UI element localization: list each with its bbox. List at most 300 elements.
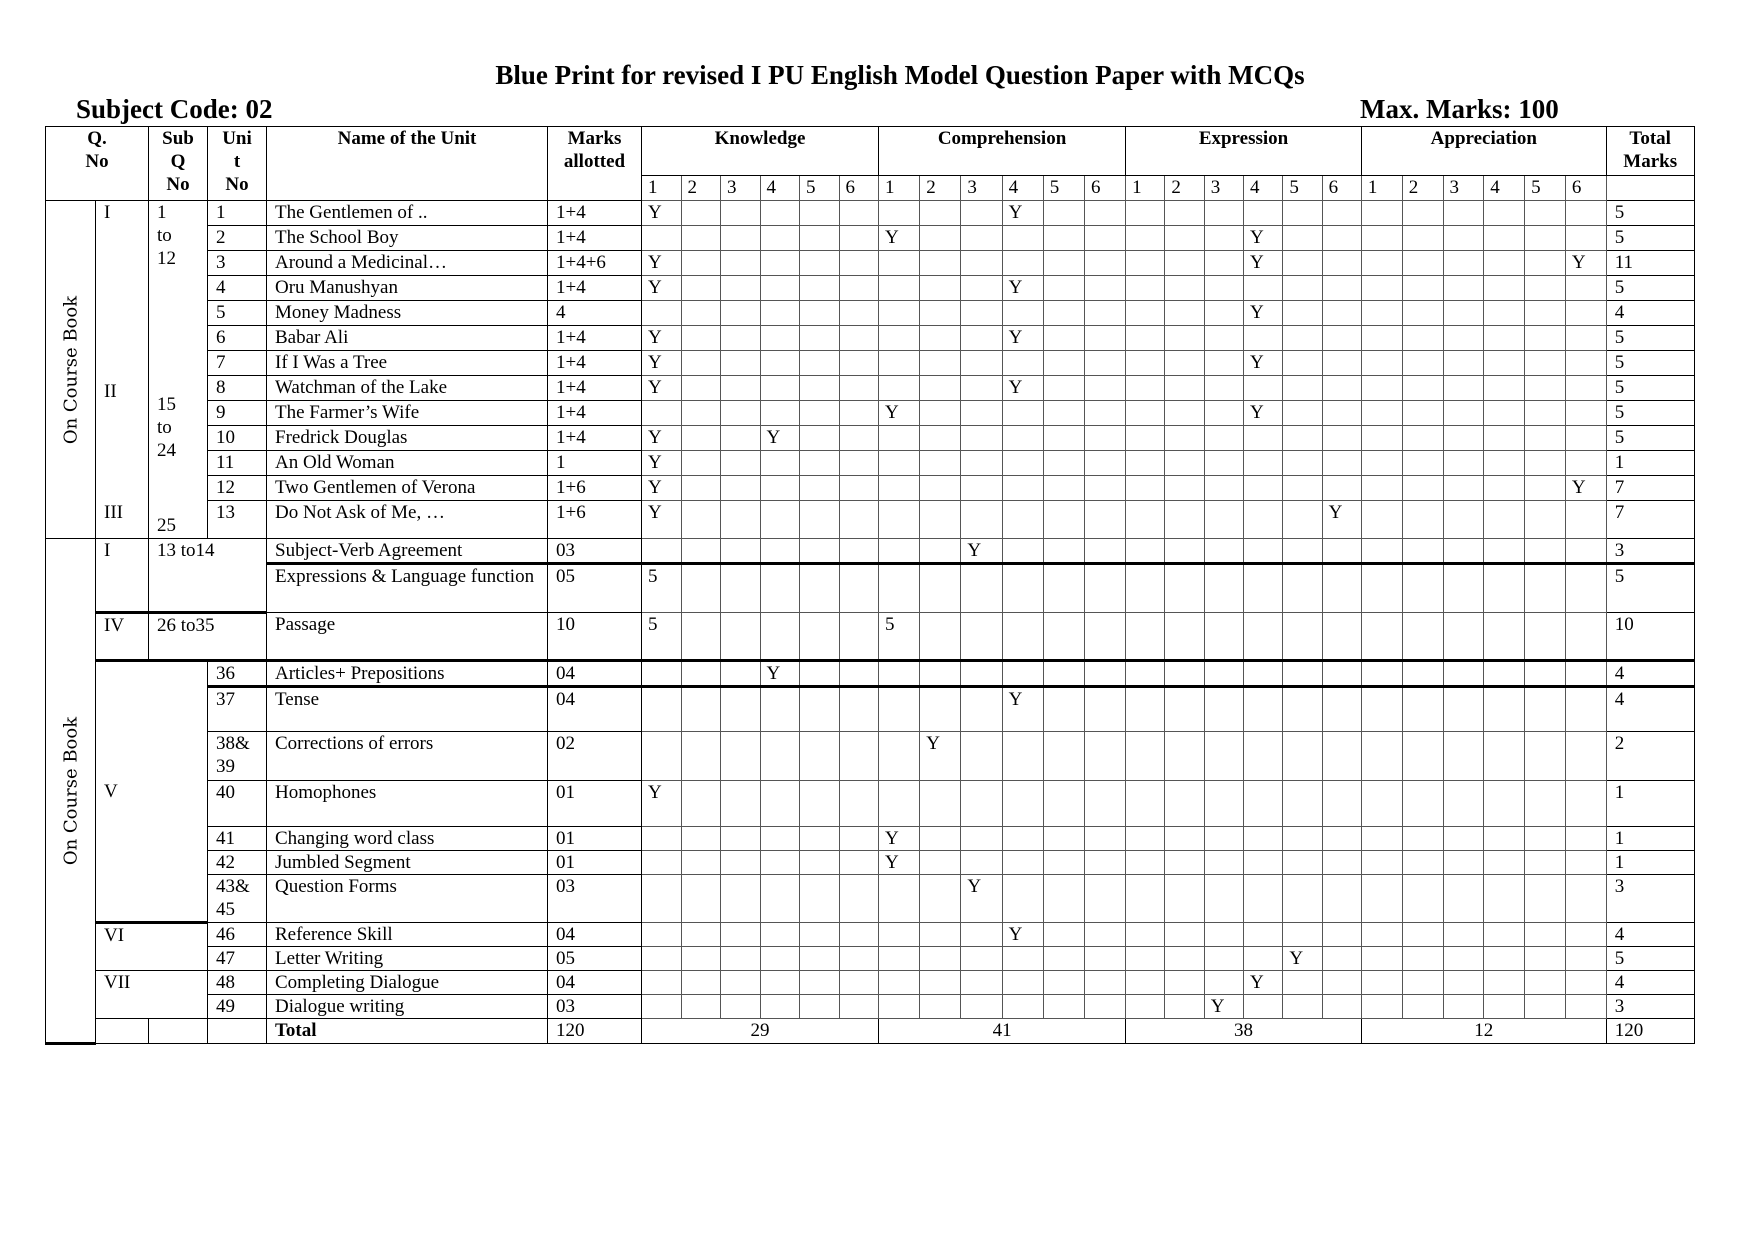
mark-cell	[1283, 226, 1322, 251]
qno-label: II	[104, 380, 117, 402]
mark-cell	[1244, 827, 1283, 851]
mark-cell	[1402, 426, 1443, 451]
marks-allotted: 1+4	[548, 326, 642, 351]
mark-cell	[1525, 732, 1566, 781]
mark-cell	[1361, 827, 1402, 851]
mark-cell	[1484, 276, 1525, 301]
mark-cell	[920, 451, 961, 476]
mark-cell	[1126, 564, 1165, 613]
mark-cell	[1525, 301, 1566, 326]
mark-cell	[1283, 781, 1322, 827]
mark-cell	[1484, 875, 1525, 923]
mark-cell	[839, 995, 879, 1019]
mark-cell	[760, 995, 800, 1019]
mark-cell	[1283, 661, 1322, 687]
mark-cell	[879, 995, 920, 1019]
marks-allotted: 1+4	[548, 226, 642, 251]
mark-cell	[1484, 251, 1525, 276]
mark-cell	[642, 923, 682, 947]
mark-cell	[1443, 539, 1484, 564]
mark-cell	[1043, 201, 1084, 226]
mark-cell	[1361, 351, 1402, 376]
mark-cell	[800, 201, 840, 226]
header-qno: Q. No	[46, 127, 149, 201]
mark-cell: Y	[1204, 995, 1243, 1019]
mark-cell	[1204, 539, 1243, 564]
mark-cell	[1126, 539, 1165, 564]
mark-cell	[1244, 201, 1283, 226]
mark-cell	[1322, 376, 1361, 401]
total-marks: 5	[1606, 401, 1694, 426]
mark-cell	[760, 687, 800, 732]
mark-cell	[800, 451, 840, 476]
mark-cell	[1525, 426, 1566, 451]
mark-cell	[1402, 326, 1443, 351]
mark-cell	[800, 971, 840, 995]
mark-cell	[721, 226, 761, 251]
mark-cell	[1002, 851, 1043, 875]
mark-cell	[800, 251, 840, 276]
section-label: On Course Book	[60, 716, 81, 865]
mark-cell	[1244, 613, 1283, 661]
mark-cell	[839, 276, 879, 301]
mark-cell	[681, 851, 721, 875]
mark-cell	[1484, 732, 1525, 781]
total-marks: 7	[1606, 501, 1694, 539]
mark-cell	[760, 501, 800, 539]
table-row	[46, 923, 1695, 947]
total-marks-allotted: 120	[548, 1019, 642, 1044]
mark-cell	[961, 971, 1002, 995]
subject-code: Subject Code: 02	[76, 94, 273, 124]
marks-allotted: 1+4+6	[548, 251, 642, 276]
mark-cell	[1165, 564, 1204, 613]
mark-cell	[920, 613, 961, 661]
unit-no: 6	[208, 326, 267, 351]
mark-cell: Y	[1002, 687, 1043, 732]
mark-cell	[800, 687, 840, 732]
mark-cell	[1443, 326, 1484, 351]
mark-cell	[1322, 276, 1361, 301]
mark-cell	[1402, 351, 1443, 376]
mark-cell	[1244, 732, 1283, 781]
mark-cell	[1165, 501, 1204, 539]
mark-cell: Y	[1565, 476, 1606, 501]
table-row	[46, 351, 1695, 376]
mark-cell	[1565, 426, 1606, 451]
mark-cell	[1126, 276, 1165, 301]
mark-cell	[1165, 613, 1204, 661]
total-marks: 2	[1606, 732, 1694, 781]
total-marks: 5	[1606, 426, 1694, 451]
mark-cell	[800, 501, 840, 539]
mark-cell	[1126, 947, 1165, 971]
marks-allotted: 04	[548, 971, 642, 995]
total-marks: 5	[1606, 201, 1694, 226]
mark-cell	[879, 376, 920, 401]
mark-cell	[879, 971, 920, 995]
mark-cell	[1322, 564, 1361, 613]
header-level: 6	[1565, 176, 1606, 201]
mark-cell: Y	[1283, 947, 1322, 971]
header-total: Total Marks	[1606, 127, 1694, 176]
mark-cell	[1126, 661, 1165, 687]
mark-cell	[721, 613, 761, 661]
table-row	[46, 851, 1695, 875]
mark-cell	[920, 971, 961, 995]
mark-cell	[1244, 376, 1283, 401]
mark-cell	[1043, 995, 1084, 1019]
mark-cell	[1043, 781, 1084, 827]
marks-allotted: 01	[548, 851, 642, 875]
mark-cell	[1565, 995, 1606, 1019]
mark-cell	[1204, 401, 1243, 426]
mark-cell	[961, 276, 1002, 301]
mark-cell	[879, 564, 920, 613]
mark-cell	[760, 401, 800, 426]
mark-cell	[681, 781, 721, 827]
table-row	[46, 971, 1695, 995]
mark-cell	[961, 732, 1002, 781]
mark-cell	[1084, 476, 1125, 501]
mark-cell	[1484, 995, 1525, 1019]
mark-cell	[1322, 201, 1361, 226]
mark-cell: Y	[920, 732, 961, 781]
section-cell	[46, 201, 96, 539]
mark-cell	[1361, 376, 1402, 401]
mark-cell	[760, 251, 800, 276]
mark-cell	[1565, 851, 1606, 875]
mark-cell	[961, 501, 1002, 539]
mark-cell	[1002, 401, 1043, 426]
mark-cell	[1043, 451, 1084, 476]
mark-cell	[1322, 661, 1361, 687]
mark-cell	[1283, 401, 1322, 426]
mark-cell	[1565, 687, 1606, 732]
unit-no: 9	[208, 401, 267, 426]
header-level: 6	[839, 176, 879, 201]
marks-allotted: 05	[548, 947, 642, 971]
mark-cell	[1043, 827, 1084, 851]
mark-cell	[642, 687, 682, 732]
mark-cell	[681, 301, 721, 326]
unit-name: The School Boy	[267, 226, 548, 251]
mark-cell	[1084, 947, 1125, 971]
mark-cell	[1126, 326, 1165, 351]
mark-cell	[920, 781, 961, 827]
mark-cell	[1043, 226, 1084, 251]
mark-cell	[1126, 923, 1165, 947]
subq-label: 25	[157, 515, 176, 537]
mark-cell	[1322, 301, 1361, 326]
mark-cell	[1443, 661, 1484, 687]
mark-cell	[1043, 947, 1084, 971]
mark-cell	[1361, 613, 1402, 661]
mark-cell	[1204, 451, 1243, 476]
mark-cell	[839, 476, 879, 501]
mark-cell	[920, 539, 961, 564]
mark-cell	[1084, 351, 1125, 376]
unit-no: 12	[208, 476, 267, 501]
marks-allotted: 03	[548, 995, 642, 1019]
unit-no: 43& 45	[208, 875, 267, 923]
mark-cell	[760, 351, 800, 376]
mark-cell	[920, 426, 961, 451]
mark-cell	[800, 401, 840, 426]
mark-cell	[1244, 426, 1283, 451]
mark-cell	[1443, 732, 1484, 781]
mark-cell	[1126, 426, 1165, 451]
mark-cell	[1402, 301, 1443, 326]
mark-cell	[839, 687, 879, 732]
mark-cell	[1126, 827, 1165, 851]
mark-cell	[800, 995, 840, 1019]
mark-cell	[1484, 476, 1525, 501]
mark-cell	[1525, 251, 1566, 276]
mark-cell	[1002, 251, 1043, 276]
total-marks: 5	[1606, 226, 1694, 251]
table-row	[46, 226, 1695, 251]
unit-name: Letter Writing	[267, 947, 548, 971]
mark-cell	[879, 276, 920, 301]
mark-cell	[1484, 687, 1525, 732]
mark-cell	[1322, 851, 1361, 875]
header-total-blank	[1606, 176, 1694, 201]
mark-cell	[1283, 971, 1322, 995]
mark-cell	[642, 661, 682, 687]
mark-cell	[920, 476, 961, 501]
mark-cell	[681, 401, 721, 426]
total-marks: 5	[1606, 376, 1694, 401]
mark-cell	[1443, 476, 1484, 501]
mark-cell	[760, 971, 800, 995]
mark-cell	[1402, 732, 1443, 781]
mark-cell	[1084, 401, 1125, 426]
mark-cell	[1484, 661, 1525, 687]
header-level: 2	[1165, 176, 1204, 201]
mark-cell	[1525, 276, 1566, 301]
mark-cell	[800, 827, 840, 851]
mark-cell	[760, 276, 800, 301]
mark-cell	[1525, 326, 1566, 351]
mark-cell	[839, 827, 879, 851]
header-level: 1	[879, 176, 920, 201]
mark-cell	[961, 564, 1002, 613]
table-row	[46, 127, 1695, 176]
mark-cell	[1565, 947, 1606, 971]
mark-cell	[1565, 326, 1606, 351]
mark-cell	[1443, 923, 1484, 947]
mark-cell	[681, 376, 721, 401]
mark-cell	[1165, 875, 1204, 923]
mark-cell	[1084, 661, 1125, 687]
mark-cell	[800, 301, 840, 326]
mark-cell	[1443, 376, 1484, 401]
mark-cell	[1283, 827, 1322, 851]
mark-cell	[760, 451, 800, 476]
mark-cell	[1322, 971, 1361, 995]
mark-cell	[1322, 687, 1361, 732]
mark-cell	[1244, 923, 1283, 947]
mark-cell	[920, 276, 961, 301]
mark-cell	[721, 426, 761, 451]
mark-cell	[1443, 426, 1484, 451]
mark-cell	[800, 276, 840, 301]
mark-cell	[1565, 732, 1606, 781]
mark-cell	[1204, 326, 1243, 351]
mark-cell	[1484, 851, 1525, 875]
mark-cell	[1402, 501, 1443, 539]
mark-cell	[1361, 687, 1402, 732]
mark-cell	[1525, 687, 1566, 732]
mark-cell	[1126, 995, 1165, 1019]
category-total: 12	[1361, 1019, 1606, 1044]
header-level: 1	[1361, 176, 1402, 201]
total-marks: 3	[1606, 995, 1694, 1019]
total-marks: 1	[1606, 851, 1694, 875]
mark-cell	[642, 947, 682, 971]
mark-cell	[1443, 201, 1484, 226]
mark-cell: Y	[642, 451, 682, 476]
mark-cell	[879, 251, 920, 276]
mark-cell	[1165, 401, 1204, 426]
mark-cell	[1283, 501, 1322, 539]
mark-cell	[1204, 827, 1243, 851]
mark-cell	[1565, 401, 1606, 426]
mark-cell	[1043, 564, 1084, 613]
mark-cell	[1165, 732, 1204, 781]
mark-cell	[1283, 451, 1322, 476]
unit-name: The Farmer’s Wife	[267, 401, 548, 426]
subq-cell: 13 to14	[149, 539, 267, 613]
mark-cell	[1361, 201, 1402, 226]
mark-cell	[760, 851, 800, 875]
mark-cell	[1084, 827, 1125, 851]
mark-cell	[839, 301, 879, 326]
mark-cell	[1244, 564, 1283, 613]
marks-allotted: 1+4	[548, 401, 642, 426]
mark-cell	[1084, 613, 1125, 661]
mark-cell	[1484, 781, 1525, 827]
mark-cell	[1361, 923, 1402, 947]
mark-cell	[1165, 276, 1204, 301]
unit-no: 4	[208, 276, 267, 301]
subq-label: 1 to 12	[157, 202, 176, 269]
mark-cell	[1443, 401, 1484, 426]
mark-cell: Y	[642, 376, 682, 401]
mark-cell	[1165, 426, 1204, 451]
mark-cell	[1484, 401, 1525, 426]
unit-name: If I Was a Tree	[267, 351, 548, 376]
mark-cell	[961, 781, 1002, 827]
mark-cell	[1525, 875, 1566, 923]
mark-cell	[1565, 226, 1606, 251]
mark-cell: Y	[1002, 923, 1043, 947]
mark-cell	[1244, 539, 1283, 564]
unit-no: 46	[208, 923, 267, 947]
total-marks: 4	[1606, 923, 1694, 947]
unit-name: Changing word class	[267, 827, 548, 851]
mark-cell	[1165, 971, 1204, 995]
unit-no: 1	[208, 201, 267, 226]
mark-cell	[1525, 613, 1566, 661]
mark-cell	[1322, 613, 1361, 661]
mark-cell	[1361, 401, 1402, 426]
subq-cell	[149, 201, 208, 539]
mark-cell	[1002, 301, 1043, 326]
header-category: Comprehension	[879, 127, 1126, 176]
mark-cell	[879, 451, 920, 476]
table-row	[46, 781, 1695, 827]
marks-allotted: 01	[548, 781, 642, 827]
total-marks: 4	[1606, 687, 1694, 732]
mark-cell	[681, 661, 721, 687]
mark-cell	[961, 476, 1002, 501]
mark-cell	[1322, 875, 1361, 923]
mark-cell	[1443, 827, 1484, 851]
mark-cell	[961, 923, 1002, 947]
mark-cell	[1565, 376, 1606, 401]
total-marks: 1	[1606, 451, 1694, 476]
mark-cell	[1525, 401, 1566, 426]
mark-cell	[1402, 226, 1443, 251]
header-marks: Marks allotted	[548, 127, 642, 201]
mark-cell	[1204, 971, 1243, 995]
grand-total: 120	[1606, 1019, 1694, 1044]
mark-cell	[839, 971, 879, 995]
mark-cell	[1443, 947, 1484, 971]
mark-cell	[1484, 827, 1525, 851]
mark-cell	[920, 687, 961, 732]
unit-name: Question Forms	[267, 875, 548, 923]
mark-cell	[642, 226, 682, 251]
mark-cell	[1361, 564, 1402, 613]
mark-cell	[721, 351, 761, 376]
mark-cell	[1043, 501, 1084, 539]
total-marks: 5	[1606, 276, 1694, 301]
mark-cell	[1322, 251, 1361, 276]
mark-cell: Y	[961, 875, 1002, 923]
mark-cell	[1402, 851, 1443, 875]
unit-no: 10	[208, 426, 267, 451]
mark-cell	[920, 661, 961, 687]
mark-cell	[1565, 501, 1606, 539]
mark-cell	[1402, 947, 1443, 971]
section-cell	[46, 539, 96, 1044]
category-total: 41	[879, 1019, 1126, 1044]
mark-cell	[1565, 351, 1606, 376]
header-level: 5	[1525, 176, 1566, 201]
mark-cell	[839, 351, 879, 376]
table-row	[46, 201, 1695, 226]
mark-cell	[920, 827, 961, 851]
unit-name: Homophones	[267, 781, 548, 827]
mark-cell	[1165, 539, 1204, 564]
mark-cell	[1322, 947, 1361, 971]
mark-cell	[1283, 326, 1322, 351]
mark-cell	[681, 426, 721, 451]
mark-cell	[961, 947, 1002, 971]
mark-cell	[1244, 326, 1283, 351]
marks-allotted: 01	[548, 827, 642, 851]
mark-cell	[1361, 301, 1402, 326]
mark-cell	[1283, 426, 1322, 451]
mark-cell: Y	[961, 539, 1002, 564]
unit-name: Watchman of the Lake	[267, 376, 548, 401]
mark-cell	[800, 426, 840, 451]
mark-cell	[800, 947, 840, 971]
mark-cell	[1043, 276, 1084, 301]
